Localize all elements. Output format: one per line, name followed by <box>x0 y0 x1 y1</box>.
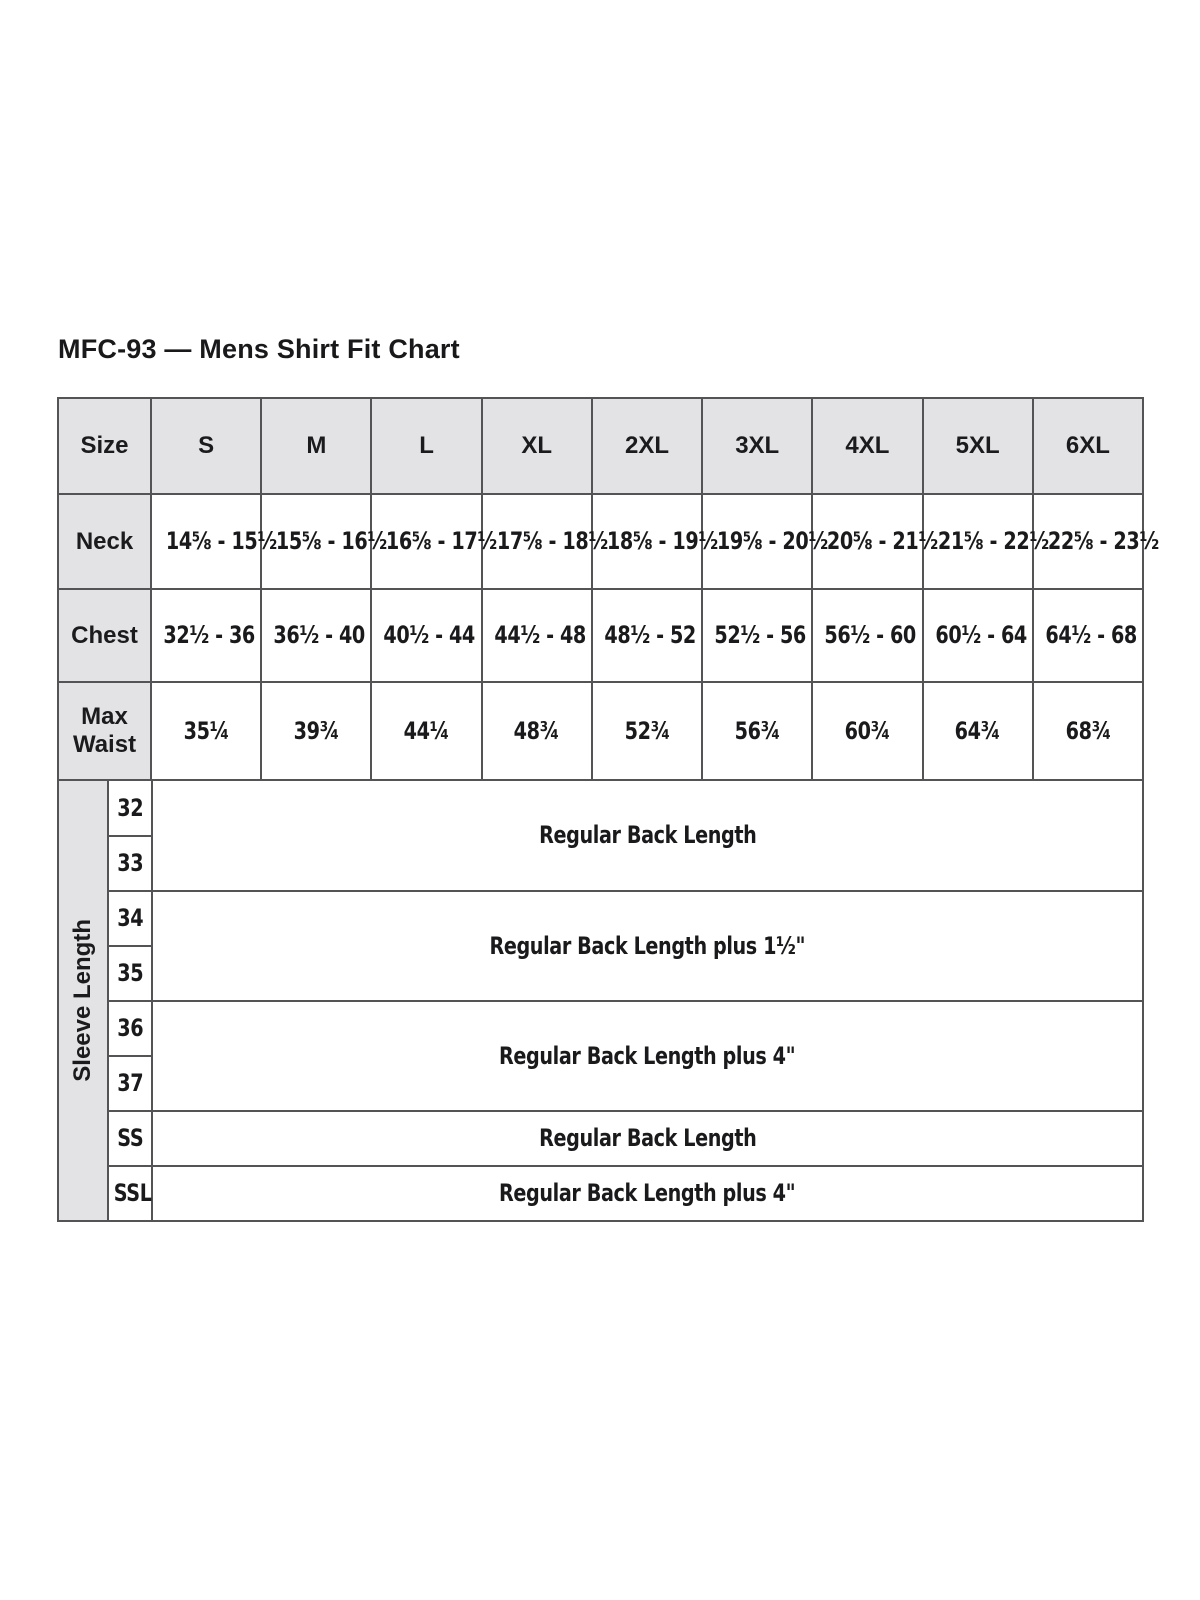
neck-row <box>58 494 1143 589</box>
sleeve-size-37: 37 <box>108 1056 152 1111</box>
neck-value: 18⅝ - 19½ <box>592 494 702 589</box>
sleeve-group-note-1: Regular Back Length <box>152 781 1143 891</box>
size-column-header-3xl: 3XL <box>702 398 812 494</box>
size-column-header-l: L <box>371 398 481 494</box>
neck-value: 22⅝ - 23½ <box>1033 494 1143 589</box>
max-waist-value: 39¾ <box>261 682 371 780</box>
neck-value: 20⅝ - 21½ <box>812 494 922 589</box>
sleeve-size-ss: SS <box>108 1111 152 1166</box>
size-header-label: Size <box>58 398 151 494</box>
size-column-header-2xl: 2XL <box>592 398 702 494</box>
neck-value: 17⅝ - 18½ <box>482 494 592 589</box>
sleeve-size-36: 36 <box>108 1001 152 1056</box>
max-waist-row-label: Max Waist <box>58 682 151 780</box>
sleeve-size-33: 33 <box>108 836 152 891</box>
size-column-header-5xl: 5XL <box>923 398 1033 494</box>
chest-value: 56½ - 60 <box>812 589 922 682</box>
size-column-header-xl: XL <box>482 398 592 494</box>
fit-chart-table <box>57 397 1159 1222</box>
size-column-header-s: S <box>151 398 261 494</box>
size-column-header-m: M <box>261 398 371 494</box>
neck-value: 19⅝ - 20½ <box>702 494 812 589</box>
chest-value: 64½ - 68 <box>1033 589 1143 682</box>
neck-row-label: Neck <box>58 494 151 589</box>
chest-value: 40½ - 44 <box>371 589 481 682</box>
chest-value: 52½ - 56 <box>702 589 812 682</box>
neck-value: 16⅝ - 17½ <box>371 494 481 589</box>
neck-value: 21⅝ - 22½ <box>923 494 1033 589</box>
fit-chart-page <box>57 334 1159 1222</box>
max-waist-value: 52¾ <box>592 682 702 780</box>
max-waist-value: 44¼ <box>371 682 481 780</box>
sleeve-row-32 <box>58 781 1143 836</box>
chest-value: 48½ - 52 <box>592 589 702 682</box>
sleeve-row-36 <box>58 1001 1143 1056</box>
chest-value: 32½ - 36 <box>151 589 261 682</box>
size-column-header-4xl: 4XL <box>812 398 922 494</box>
sleeve-size-35: 35 <box>108 946 152 1001</box>
max-waist-value: 64¾ <box>923 682 1033 780</box>
sleeve-row-ssl <box>58 1166 1143 1221</box>
chest-value: 60½ - 64 <box>923 589 1033 682</box>
size-column-header-6xl: 6XL <box>1033 398 1143 494</box>
chest-row <box>58 589 1143 682</box>
sleeve-group-note-2: Regular Back Length plus 1½" <box>152 891 1143 1001</box>
sleeve-row-34 <box>58 891 1143 946</box>
chest-value: 44½ - 48 <box>482 589 592 682</box>
size-header-row <box>58 398 1143 494</box>
page-title: MFC-93 — Mens Shirt Fit Chart <box>58 334 460 364</box>
sleeve-length-label: Sleeve Length <box>69 919 96 1082</box>
sleeve-size-ssl: SSL <box>108 1166 152 1221</box>
neck-value: 15⅝ - 16½ <box>261 494 371 589</box>
max-waist-value: 60¾ <box>812 682 922 780</box>
sleeve-length-section <box>57 781 1144 1222</box>
measurements-table <box>57 397 1159 781</box>
neck-value: 14⅝ - 15½ <box>151 494 261 589</box>
max-waist-value: 35¼ <box>151 682 261 780</box>
chest-value: 36½ - 40 <box>261 589 371 682</box>
sleeve-size-32: 32 <box>108 781 152 836</box>
sleeve-group-note-5: Regular Back Length plus 4" <box>152 1166 1143 1221</box>
max-waist-value: 68¾ <box>1033 682 1143 780</box>
sleeve-group-note-4: Regular Back Length <box>152 1111 1143 1166</box>
sleeve-length-label-cell <box>58 781 108 1221</box>
max-waist-row <box>58 682 1143 780</box>
max-waist-value: 48¾ <box>482 682 592 780</box>
chest-row-label: Chest <box>58 589 151 682</box>
sleeve-row-ss <box>58 1111 1143 1166</box>
sleeve-size-34: 34 <box>108 891 152 946</box>
max-waist-value: 56¾ <box>702 682 812 780</box>
sleeve-group-note-3: Regular Back Length plus 4" <box>152 1001 1143 1111</box>
